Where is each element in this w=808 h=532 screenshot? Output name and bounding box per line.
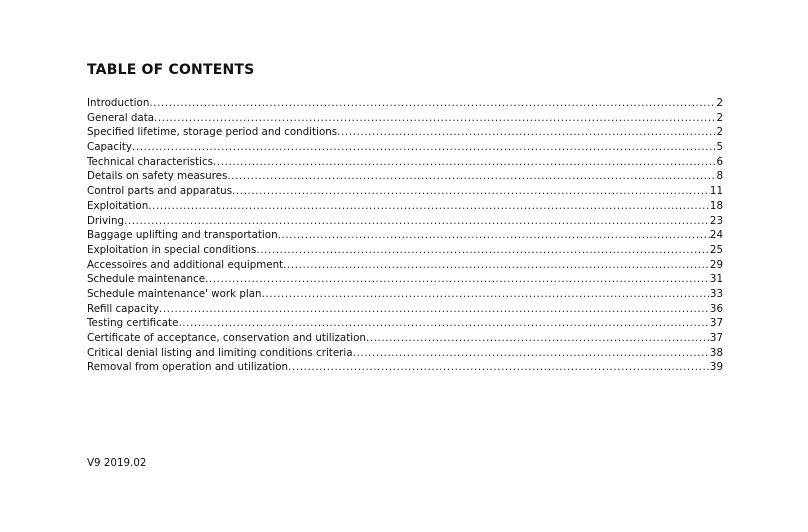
toc-entry-page: 8: [716, 170, 723, 183]
toc-entry-title: General data: [87, 111, 155, 124]
toc-entry-title: Technical characteristics: [87, 155, 214, 168]
toc-leader-dots: [132, 140, 716, 155]
table-of-contents: [87, 96, 723, 375]
toc-entry-refill-capacity[interactable]: [87, 302, 723, 317]
toc-entry-page: 2: [716, 97, 723, 109]
toc-entry-page: 11: [709, 185, 723, 198]
toc-entry-specified-lifetime[interactable]: [87, 125, 723, 140]
toc-leader-dots: [205, 272, 710, 287]
toc-entry-title: Accessoires and additional equipment: [87, 258, 284, 271]
toc-leader-dots: [213, 155, 716, 170]
toc-entry-page: 2: [716, 126, 723, 139]
toc-entry-testing-certificate[interactable]: [87, 316, 723, 331]
toc-entry-general-data[interactable]: [87, 111, 723, 126]
toc-entry-critical-denial[interactable]: [87, 346, 723, 361]
toc-entry-page: 37: [709, 317, 723, 330]
toc-entry-page: 39: [709, 361, 723, 374]
toc-entry-title: Exploitation: [87, 199, 149, 212]
toc-entry-title: Baggage uplifting and transportation: [87, 229, 278, 242]
toc-entry-capacity[interactable]: [87, 140, 723, 155]
toc-entry-baggage[interactable]: [87, 228, 723, 243]
toc-leader-dots: [262, 287, 710, 302]
toc-entry-page: 24: [709, 229, 723, 242]
toc-leader-dots: [256, 243, 710, 258]
toc-leader-dots: [353, 346, 710, 361]
toc-entry-page: 18: [709, 199, 723, 212]
page-title: TABLE OF CONTENTS: [87, 62, 255, 78]
toc-leader-dots: [124, 214, 710, 229]
toc-entry-title: Schedule maintenance: [87, 273, 206, 286]
toc-entry-page: 37: [709, 332, 723, 344]
toc-leader-dots: [154, 111, 716, 126]
toc-entry-title: Removal from operation and utilization: [87, 361, 289, 374]
toc-entry-page: 2: [716, 111, 723, 124]
toc-entry-page: 23: [709, 214, 723, 227]
toc-entry-title: Schedule maintenance' work plan: [87, 287, 262, 300]
toc-entry-page: 25: [709, 243, 723, 256]
toc-entry-title: Details on safety measures: [87, 170, 228, 183]
toc-entry-page: 33: [709, 287, 723, 300]
toc-entry-technical-characteristics[interactable]: [87, 155, 723, 170]
toc-entry-safety-measures[interactable]: [87, 169, 723, 184]
toc-entry-page: 5: [716, 141, 723, 154]
toc-leader-dots: [278, 228, 710, 243]
toc-leader-dots: [178, 316, 709, 331]
toc-entry-title: Specified lifetime, storage period and conditions: [87, 126, 338, 139]
toc-leader-dots: [366, 331, 710, 346]
toc-leader-dots: [283, 258, 710, 273]
toc-entry-driving[interactable]: [87, 214, 723, 229]
toc-entry-certificate-of-acceptance[interactable]: [87, 331, 723, 346]
toc-entry-title: Refill capacity: [87, 302, 159, 315]
toc-entry-special-conditions[interactable]: [87, 243, 723, 258]
toc-entry-title: Introduction: [87, 97, 150, 109]
toc-entry-schedule-maintenance[interactable]: [87, 272, 723, 287]
toc-leader-dots: [148, 199, 710, 214]
toc-leader-dots: [149, 96, 716, 111]
toc-entry-title: Testing certificate: [87, 317, 179, 330]
toc-leader-dots: [288, 360, 710, 375]
toc-leader-dots: [337, 125, 716, 140]
toc-entry-title: Control parts and apparatus: [87, 185, 233, 198]
toc-entry-control-parts[interactable]: [87, 184, 723, 199]
toc-entry-title: Driving: [87, 214, 125, 227]
toc-entry-title: Capacity: [87, 141, 132, 154]
version-footer: V9 2019.02: [87, 457, 147, 469]
toc-entry-exploitation[interactable]: [87, 199, 723, 214]
toc-leader-dots: [232, 184, 710, 199]
toc-entry-title: Certificate of acceptance, conservation and utilization: [87, 332, 366, 344]
toc-entry-page: 6: [716, 155, 723, 168]
toc-entry-page: 31: [709, 273, 723, 286]
toc-entry-removal-from-operation[interactable]: [87, 360, 723, 375]
toc-entry-maintenance-work-plan[interactable]: [87, 287, 723, 302]
toc-entry-introduction[interactable]: [87, 96, 723, 111]
toc-leader-dots: [159, 302, 710, 317]
toc-entry-title: Critical denial listing and limiting conditions criteria: [87, 346, 353, 359]
toc-leader-dots: [227, 169, 716, 184]
toc-entry-page: 38: [709, 346, 723, 359]
toc-entry-page: 29: [709, 258, 723, 271]
toc-entry-page: 36: [709, 302, 723, 315]
toc-entry-accessoires[interactable]: [87, 258, 723, 273]
toc-entry-title: Exploitation in special conditions: [87, 243, 257, 256]
